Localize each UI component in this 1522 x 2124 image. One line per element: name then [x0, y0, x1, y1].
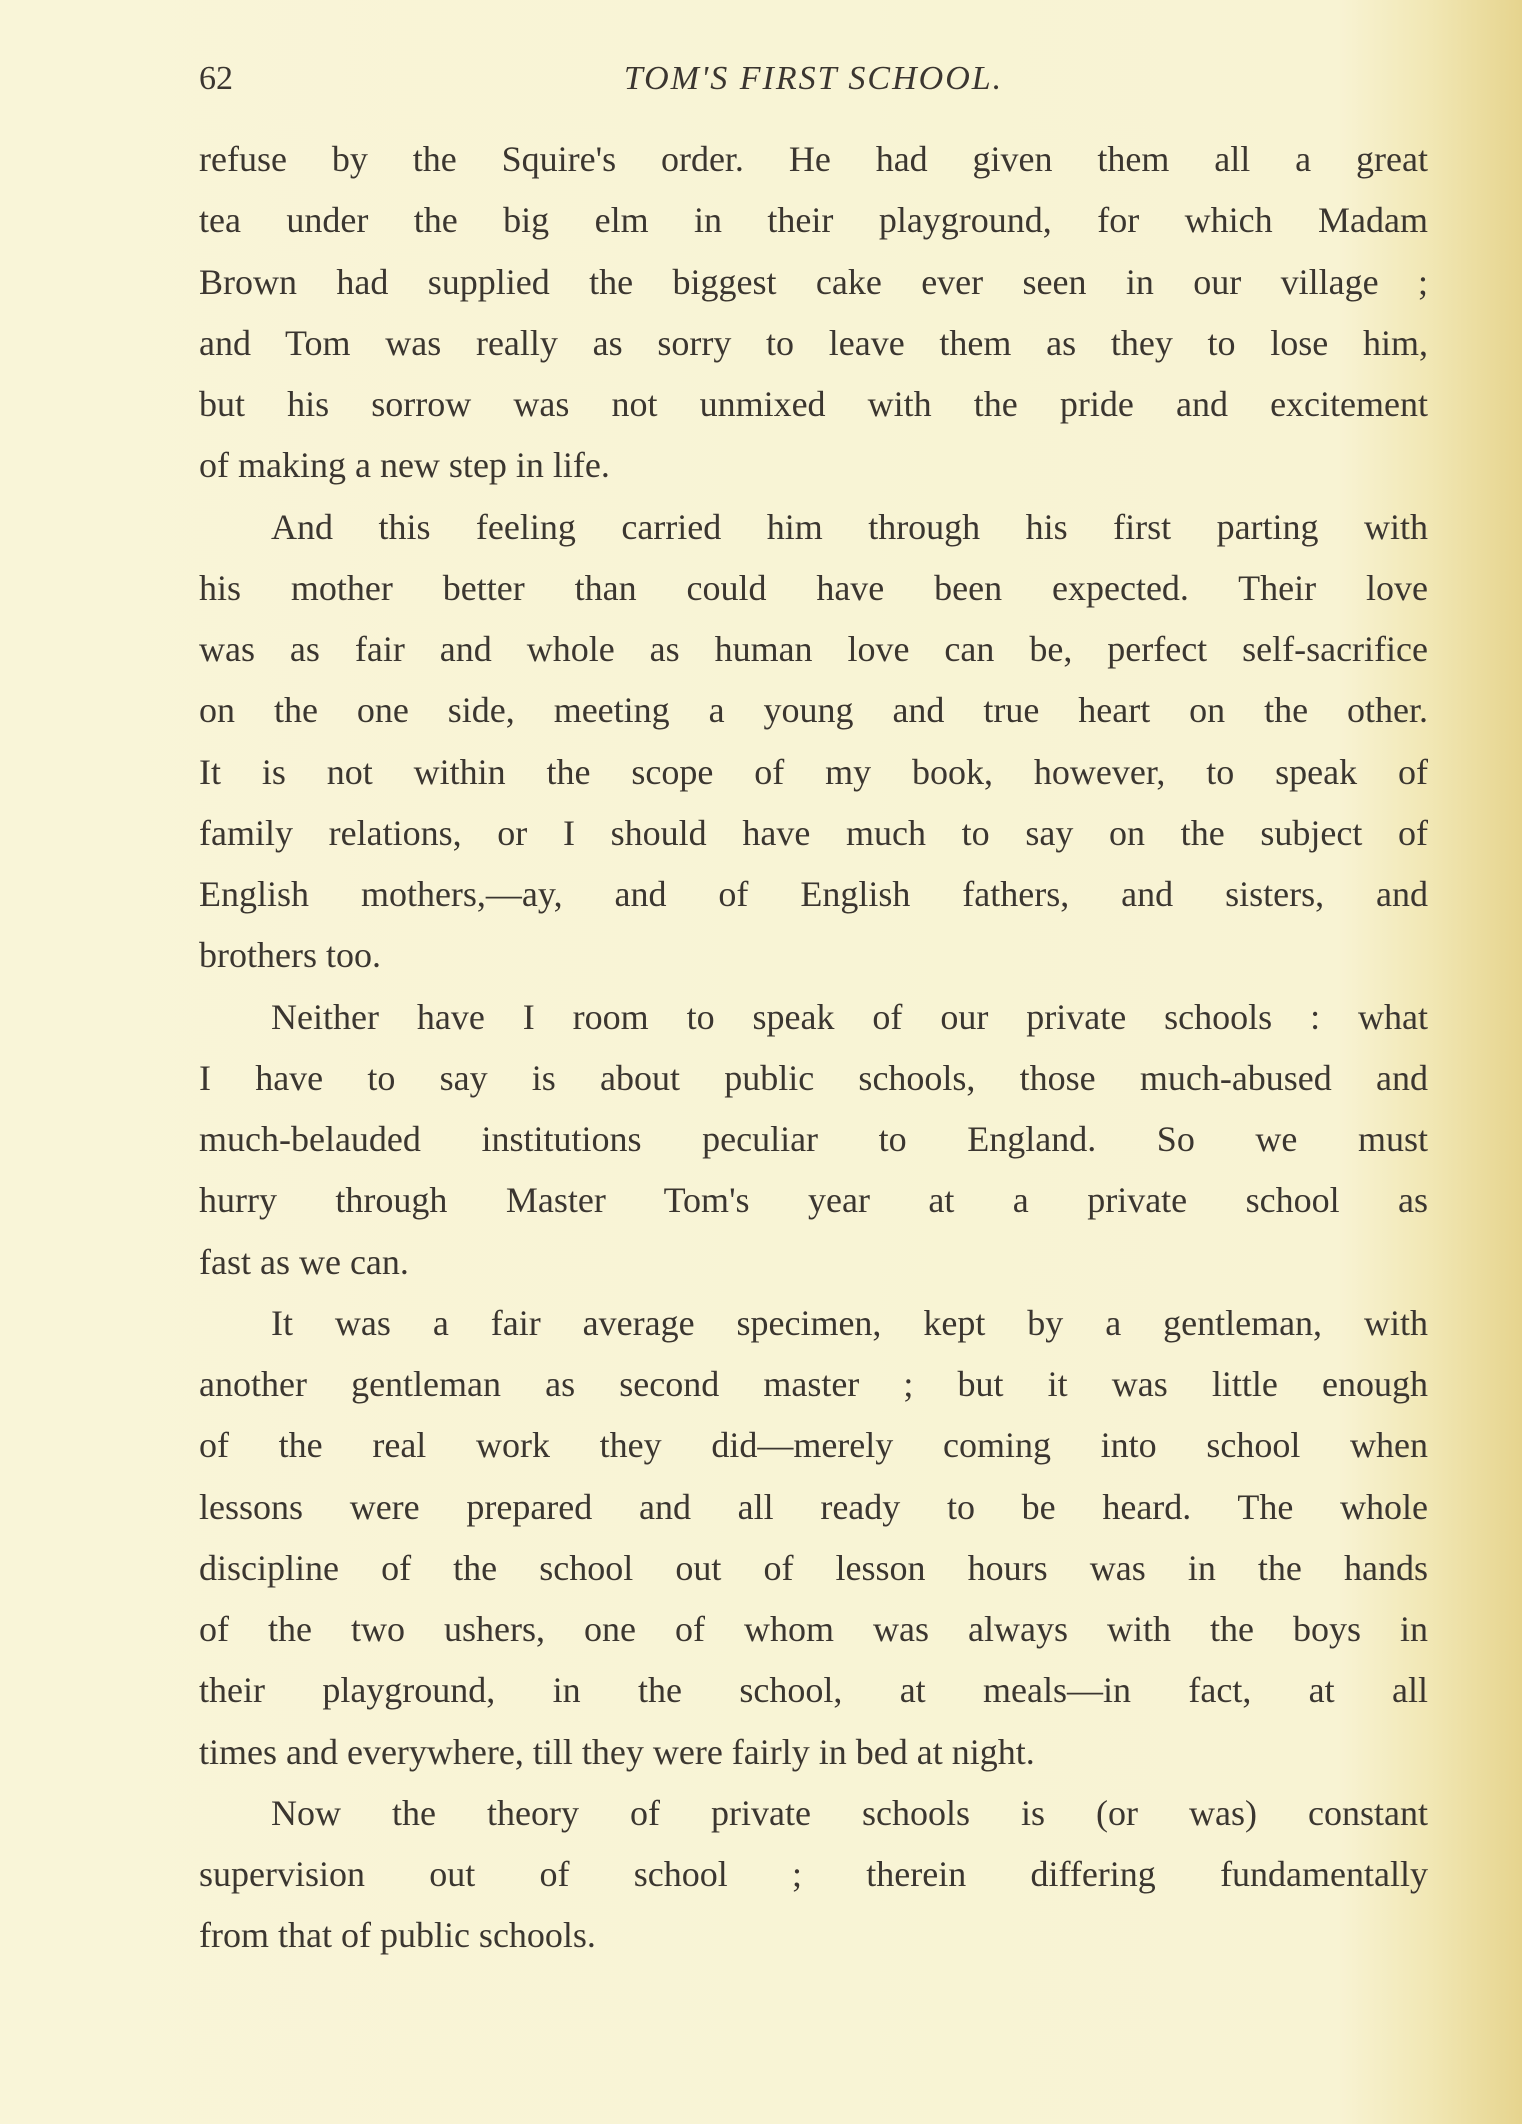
text-line: brothers too. [199, 935, 381, 976]
text-line: discipline of the school out of lesson hours was in the hands [199, 1547, 1428, 1588]
text-line: tea under the big elm in their playground, for which Madam [199, 200, 1428, 241]
text-line: Neither have I room to speak of our private schools : what [271, 996, 1428, 1037]
text-line: of the real work they did—merely coming into school when [199, 1425, 1428, 1466]
text-line: fast as we can. [199, 1241, 409, 1282]
text-line: hurry through Master Tom's year at a private school as [199, 1180, 1428, 1221]
text-line: another gentleman as second master ; but it was little enough [199, 1364, 1428, 1404]
text-line: much-belauded institutions peculiar to England. So we must [199, 1119, 1428, 1159]
text-line: lessons were prepared and all ready to be heard. The whole [199, 1486, 1428, 1527]
text-line: but his sorrow was not unmixed with the pride and excitement [199, 384, 1428, 424]
text-line: on the one side, meeting a young and true heart on the other. [199, 690, 1428, 731]
text-line: of the two ushers, one of whom was always with the boys in [199, 1609, 1428, 1649]
text-line: times and everywhere, till they were fairly in bed at night. [199, 1731, 1035, 1772]
running-title: TOM'S FIRST SCHOOL. [623, 60, 1004, 97]
text-line: from that of public schools. [199, 1915, 596, 1956]
text-line: and Tom was really as sorry to leave them as they to lose him, [199, 322, 1428, 363]
text-line: was as fair and whole as human love can be, perfect self-sacrifice [199, 629, 1428, 669]
text-line: supervision out of school ; therein differing fundamentally [199, 1854, 1428, 1894]
text-line: their playground, in the school, at meals—in fact, at all [199, 1670, 1428, 1711]
text-line: And this feeling carried him through his first parting with [271, 506, 1428, 547]
text-line: refuse by the Squire's order. He had given them all a great [199, 139, 1428, 179]
text-line: I have to say is about public schools, those much-abused and [199, 1057, 1428, 1098]
page-body-text [199, 129, 1428, 1967]
text-line: family relations, or I should have much to say on the subject of [199, 812, 1428, 853]
text-line: Now the theory of private schools is (or was) constant [271, 1792, 1428, 1833]
text-line: English mothers,—ay, and of English fathers, and sisters, and [199, 874, 1428, 914]
text-line: of making a new step in life. [199, 445, 610, 486]
text-line: It is not within the scope of my book, however, to speak of [199, 751, 1428, 792]
text-line: It was a fair average specimen, kept by a gentleman, with [271, 1302, 1428, 1343]
page-number: 62 [199, 60, 233, 97]
text-line: his mother better than could have been expected. Their love [199, 567, 1428, 608]
page-header [199, 60, 1428, 110]
text-line: Brown had supplied the biggest cake ever seen in our village ; [199, 261, 1428, 302]
